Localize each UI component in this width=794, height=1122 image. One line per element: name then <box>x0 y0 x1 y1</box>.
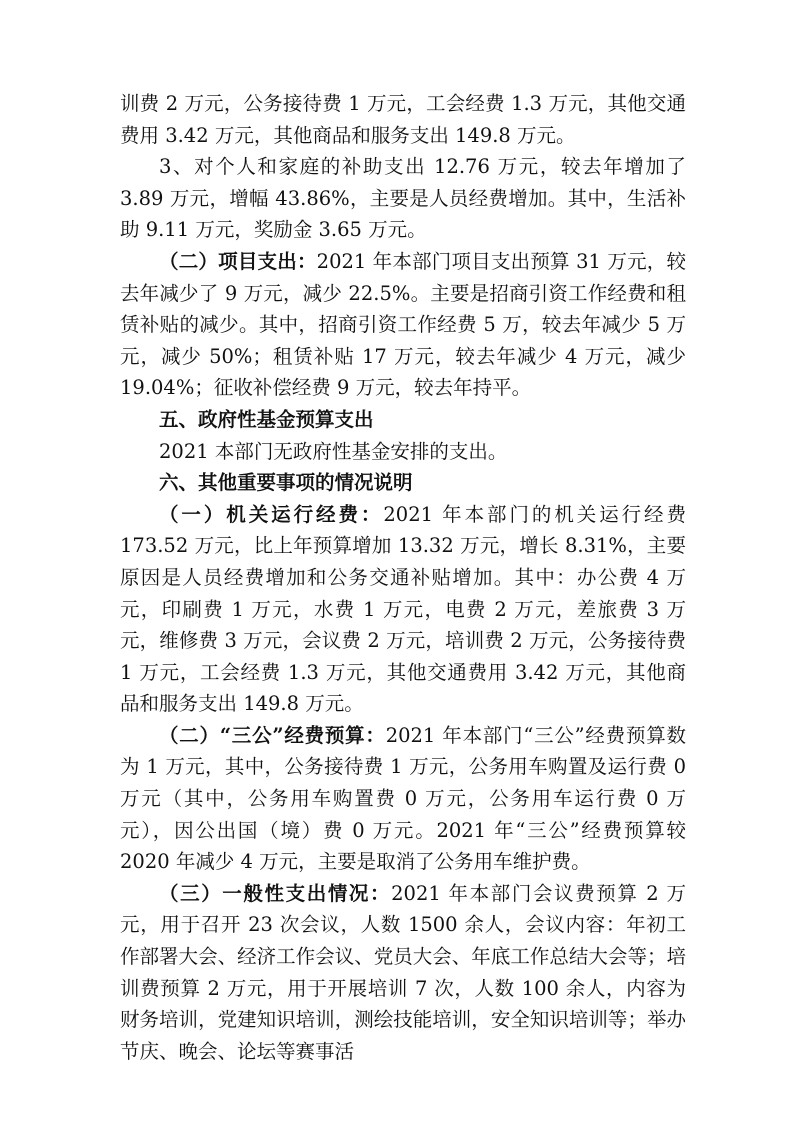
project-expenditure-text: 2021 年本部门项目支出预算 31 万元，较去年减少了 9 万元，减少 22.5%。主要是招商引资工作经费和租赁补贴的减少。其中，招商引资工作经费 5 万，较去年减少 5 万元，减少 50%；租赁补贴 17 万元，较去年减少 4 万元，减少 19.04%；征收补偿经费 9 万元，较去年持平。 <box>120 249 686 400</box>
section-heading-government-fund: 五、政府性基金预算支出 <box>159 407 374 431</box>
operating-expenses-text: 2021 年本部门的机关运行经费 173.52 万元，比上年预算增加 13.32 万元，增长 8.31%，主要原因是人员经费增加和公务交通补贴增加。其中：办公费 4 万元，印刷费 1 万元，水费 1 万元，电费 2 万元，差旅费 3 万元，维修费 3 万元，会议费 2 万元，培训费 2 万元，公务接待费 1 万元，工会经费 1.3 万元，其他交通费用 3.42 万元，其他商品和服务支出 149.8 万元。 <box>120 502 686 716</box>
paragraph-project-expenditure <box>120 246 686 404</box>
general-expenditure-text: 2021 年本部门会议费预算 2 万元，用于召开 23 次会议，人数 1500 余人，会议内容：年初工作部署大会、经济工作会议、党员大会、年底工作总结大会等；培训费预算 2 万元，用于开展培训 7 次，人数 100 余人，内容为财务培训，党建知识培训，测绘技能培训，安全知识培训等；举办节庆、晚会、论坛等赛事活 <box>120 881 686 1063</box>
paragraph-training-continuation: 训费 2 万元，公务接待费 1 万元，工会经费 1.3 万元，其他交通费用 3.42 万元，其他商品和服务支出 149.8 万元。 <box>120 92 686 147</box>
paragraph-three-public-budget <box>120 720 686 878</box>
paragraph-personal-subsidy: 3、对个人和家庭的补助支出 12.76 万元，较去年增加了 3.89 万元，增幅 43.86%，主要是人员经费增加。其中，生活补助 9.11 万元，奖励金 3.65 万元。 <box>120 155 686 242</box>
paragraph-government-fund: 2021 本部门无政府性基金安排的支出。 <box>159 439 508 463</box>
general-expenditure-lead: （三）一般性支出情况： <box>159 881 392 905</box>
project-expenditure-lead: （二）项目支出： <box>159 249 317 273</box>
paragraph-general-expenditure <box>120 878 686 1068</box>
three-public-budget-lead: （二）“三公”经费预算： <box>159 723 386 747</box>
paragraph-operating-expenses <box>120 499 686 720</box>
operating-expenses-lead: （一）机关运行经费： <box>159 502 384 526</box>
section-heading-other-matters: 六、其他重要事项的情况说明 <box>159 471 413 495</box>
document-page <box>120 88 686 1067</box>
three-public-budget-text: 2021 年本部门“三公”经费预算数为 1 万元，其中，公务接待费 1 万元，公务用车购置及运行费 0 万元（其中，公务用车购置费 0 万元，公务用车运行费 0 万元），因公出国（境）费 0 万元。2021 年“三公”经费预算较 2020 年减少 4 万元，主要是取消了公务用车维护费。 <box>120 723 687 874</box>
